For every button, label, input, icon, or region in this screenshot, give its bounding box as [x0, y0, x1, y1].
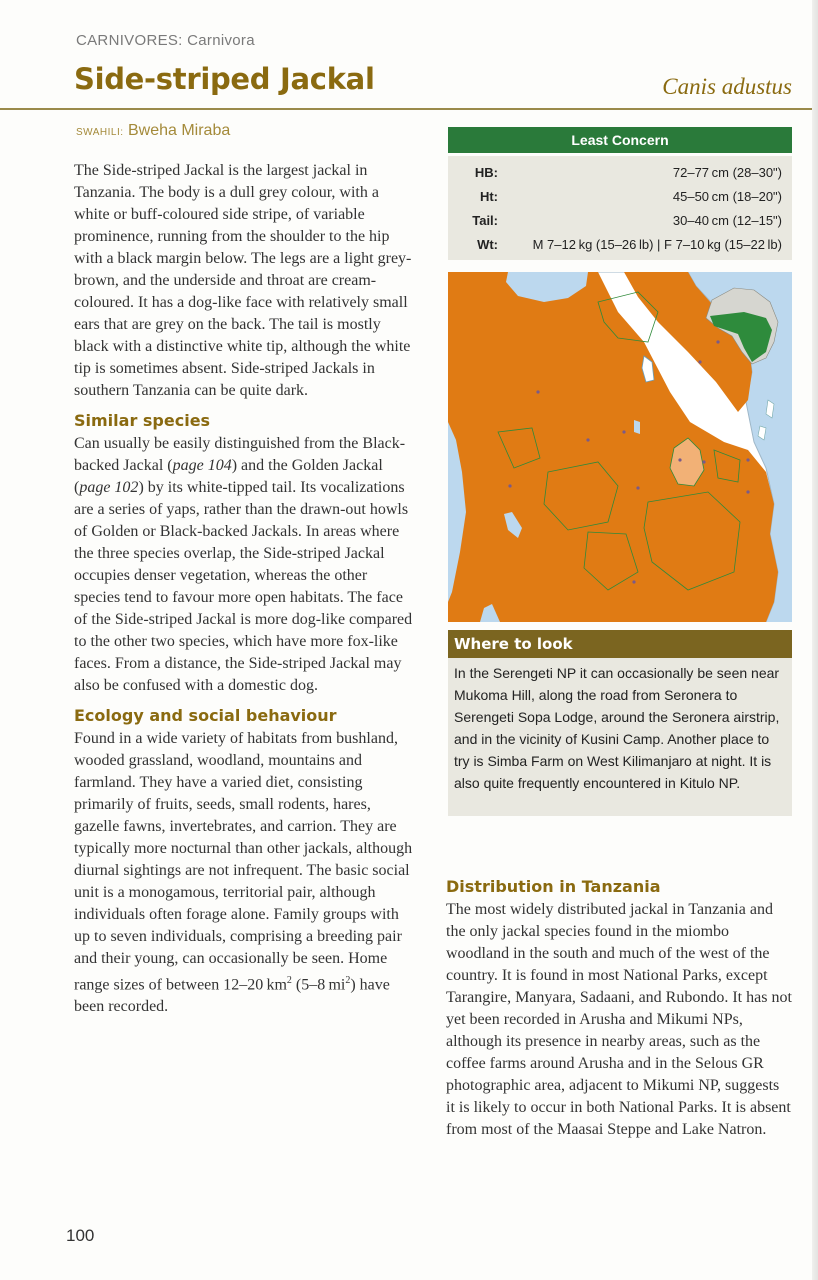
measure-key: Wt:: [477, 237, 498, 252]
map-graphic: [448, 272, 792, 622]
page-ref-104: page 104: [172, 457, 232, 474]
superscript-2: 2: [345, 975, 351, 986]
species-title: Side-striped Jackal: [74, 62, 375, 96]
left-column: [74, 160, 416, 1018]
measurements-panel: [448, 156, 792, 260]
measure-value: 30–40 cm (12–15"): [672, 213, 782, 228]
swahili-name: [76, 122, 230, 140]
measure-value: 72–77 cm (28–30"): [672, 165, 782, 180]
section-name: Carnivora: [182, 32, 255, 49]
measure-key: Ht:: [479, 189, 498, 204]
swahili-label: SWAHILI:: [76, 127, 124, 138]
similar-text-3: ) by its white-tipped tail. Its vocalizations are a series of yaps, rather than the drawn-out howls of Golden or Black-backed Jackals. In areas where the three species overlap, the Side-striped Jackal occupies denser vegetation, whereas the other species tend to favour more open habitats. The face of the Side-striped Jackal is more dog-like compared to the other two species, which have more fox-like faces. From a distance, the Side-striped Jackal may also be confused with a domestic dog.: [74, 479, 413, 694]
page-number: 100: [66, 1226, 95, 1245]
ecology-paragraph: [74, 728, 416, 1018]
measure-row-wt: [448, 234, 792, 256]
swahili-value: Bweha Miraba: [123, 122, 231, 139]
distribution-heading: Distribution in Tanzania: [446, 877, 661, 896]
distribution-paragraph: The most widely distributed jackal in Tanzania and the only jackal species found in the miombo woodland in the south and much of the west of the country. It is found in most National Parks, except Tarangire, Manyara, Sadaani, and Rubondo. It has not yet been recorded in Arusha and Mikumi NPs, although its presence in nearby areas, such as the coffee farms around Arusha and in the Selous GR photographic area, adjacent to Mikumi NP, suggests it is likely to occur in both National Parks. It is absent from most of the Maasai Steppe and Lake Natron.: [446, 901, 792, 1138]
page-edge: [812, 0, 818, 1280]
section-caps: CARNIVORES:: [76, 32, 183, 49]
distribution-map: [448, 272, 792, 622]
scientific-name: Canis adustus: [662, 74, 792, 99]
where-to-look-heading: Where to look: [448, 630, 792, 658]
header-rule: [0, 108, 812, 110]
where-to-look-text: In the Serengeti NP it can occasionally be seen near Mukoma Hill, along the road from Seronera to Serengeti Sopa Lodge, around the Seronera airstrip, and in the vicinity of Kusini Camp. Another place to try is Simba Farm on West Kilimanjaro at night. It is also quite frequently encountered in Kitulo NP.: [448, 658, 792, 816]
measure-key: Tail:: [472, 213, 498, 228]
measure-row-tail: [448, 210, 792, 232]
similar-species-paragraph: [74, 433, 416, 697]
similar-species-heading: Similar species: [74, 411, 211, 430]
conservation-status: Least Concern: [448, 127, 792, 153]
measure-row-ht: [448, 186, 792, 208]
right-column: [446, 868, 792, 1141]
ecology-text-1: Found in a wide variety of habitats from bushland, wooded grassland, woodland, mountains and farmland. They have a varied diet, consisting primarily of fruits, seeds, small rodents, hares, gazelle fawns, invertebrates, and carrion. They are typically more nocturnal than other jackals, although diurnal sightings are not infrequent. The basic social unit is a monogamous, territorial pair, although individuals often forage alone. Family groups with up to seven individuals, comprising a breeding pair and their young, can occasionally be seen. Home range sizes of between 12–20 km: [74, 730, 413, 994]
ecology-text-2: (5–8 mi: [291, 976, 346, 994]
section-label: [76, 32, 255, 49]
intro-paragraph: The Side-striped Jackal is the largest jackal in Tanzania. The body is a dull grey colour, with a white or buff-coloured side stripe, of variable prominence, running from the shoulder to the hip with a black margin below. The legs are a light grey-brown, and the underside and throat are cream-coloured. It has a dog-like face with relatively small ears that are grey on the back. The tail is mostly black with a distinctive white tip, although the white tip is sometimes absent. Side-striped Jackals in southern Tanzania can be quite dark.: [74, 162, 412, 399]
similar-text-2: ) and the Golden Jackal (: [74, 457, 383, 496]
small-lake: [634, 420, 640, 434]
measure-row-hb: [448, 162, 792, 184]
ecology-heading: Ecology and social behaviour: [74, 706, 337, 725]
page-ref-102: page 102: [79, 479, 139, 496]
similar-text-1: Can usually be easily distinguished from the Black-backed Jackal (: [74, 435, 406, 474]
superscript-2: 2: [286, 975, 292, 986]
measure-value: M 7–12 kg (15–26 lb) | F 7–10 kg (15–22 lb): [532, 237, 782, 252]
measure-key: HB:: [474, 165, 498, 180]
ecology-text-3: ) have been recorded.: [74, 976, 390, 1016]
measure-value: 45–50 cm (18–20"): [672, 189, 782, 204]
